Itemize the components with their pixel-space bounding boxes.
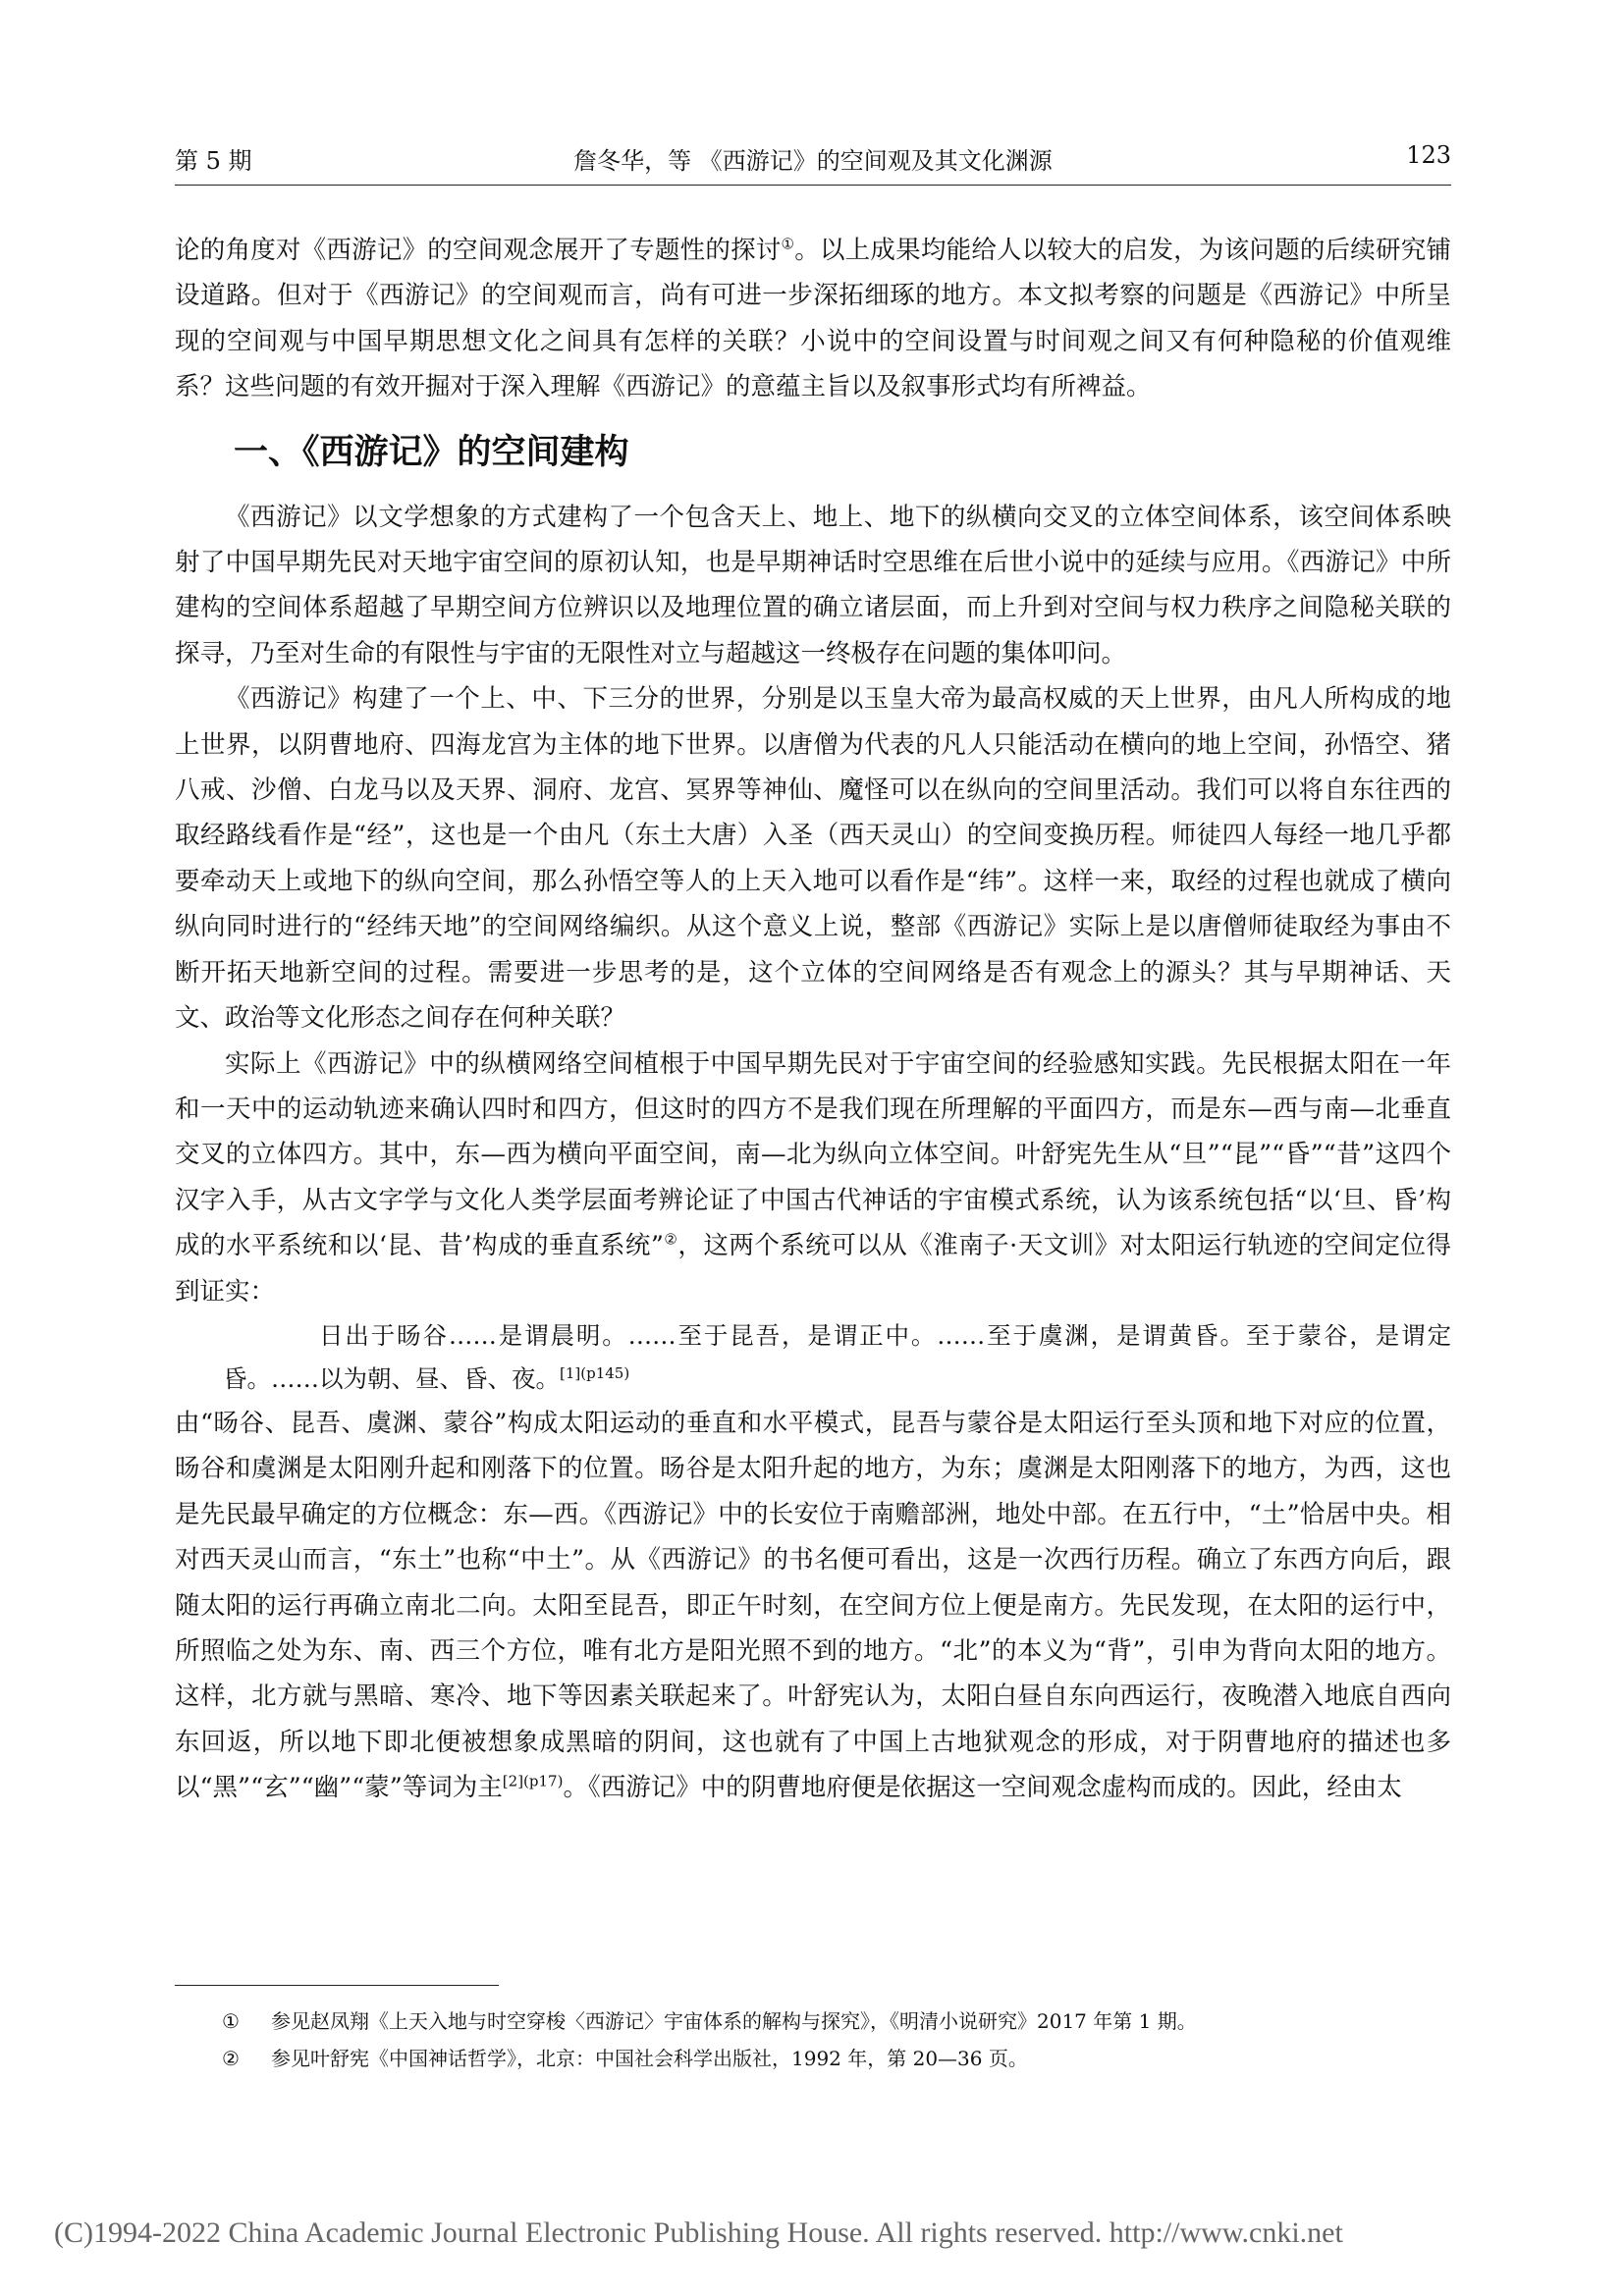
- intro-paragraph: 论的角度对《西游记》的空间观念展开了专题性的探讨①。以上成果均能给人以较大的启发，为该问题的后续研究铺设道路。但对于《西游记》的空间观而言，尚有可进一步深拓细琢的地方。本文拟考察的问题是《西游记》中所呈现的空间观与中国早期思想文化之间具有怎样的关联？小说中的空间设置与时间观之间又有何种隐秘的价值观维系？这些问题的有效开掘对于深入理解《西游记》的意蕴主旨以及叙事形式均有所裨益。: [175, 235, 1451, 402]
- article-body: [175, 228, 1451, 1811]
- page-number: 123: [1406, 141, 1451, 169]
- running-header: [175, 141, 1451, 181]
- section-heading: 一、《西游记》的空间建构: [234, 432, 629, 472]
- body-paragraph: 《西游记》以文学想象的方式建构了一个包含天上、地上、地下的纵横向交叉的立体空间体系，该空间体系映射了中国早期先民对天地宇宙空间的原初认知，也是早期神话时空思维在后世小说中的延续与应用。《西游记》中所建构的空间体系超越了早期空间方位辨识以及地理位置的确立诸层面，而上升到对空间与权力秩序之间隐秘关联的探寻，乃至对生命的有限性与宇宙的无限性对立与超越这一终极存在问题的集体叩问。: [175, 502, 1451, 668]
- block-quote: 日出于旸谷……是谓晨明。……至于昆吾，是谓正中。……至于虞渊，是谓黄昏。至于蒙谷，是谓定昏。……以为朝、昼、昏、夜。$^{[1](p145)}$: [223, 1320, 1451, 1393]
- body-paragraph: 实际上《西游记》中的纵横网络空间植根于中国早期先民对于宇宙空间的经验感知实践。先民根据太阳在一年和一天中的运动轨迹来确认四时和四方，但这时的四方不是我们现在所理解的平面四方，而是东—西与南—北垂直交叉的立体四方。其中，东—西为横向平面空间，南—北为纵向立体空间。叶舒宪先生从“旦”“昆”“昏”“昔”这四个汉字入手，从古文字学与文化人类学层面考辨论证了中国古代神话的宇宙模式系统，认为该系统包括“以‘旦、昏’构成的水平系统和以‘昆、昔’构成的垂直系统”②，这两个系统可以从《淮南子·天文训》对太阳运行轨迹的空间定位得到证实：: [175, 1048, 1451, 1307]
- body-paragraph: 《西游记》构建了一个上、中、下三分的世界，分别是以玉皇大帝为最高权威的天上世界，由凡人所构成的地上世界，以阴曹地府、四海龙宫为主体的地下世界。以唐僧为代表的凡人只能活动在横向的地上空间，孙悟空、猪八戒、沙僧、白龙马以及天界、洞府、龙宫、冥界等神仙、魔怪可以在纵向的空间里活动。我们可以将自东往西的取经路线看作是“经”，这也是一个由凡（东土大唐）入圣（西天灵山）的空间变换历程。师徒四人每经一地几乎都要牵动天上或地下的纵向空间，那么孙悟空等人的上天入地可以看作是“纬”。这样一来，取经的过程也就成了横向纵向同时进行的“经纬天地”的空间网络编织。从这个意义上说，整部《西游记》实际上是以唐僧师徒取经为事由不断开拓天地新空间的过程。需要进一步思考的是，这个立体的空间网络是否有观念上的源头？其与早期神话、天文、政治等文化形态之间存在何种关联？: [175, 684, 1451, 1034]
- footnote-item: ② 参见叶舒宪《中国神话哲学》，北京：中国社会科学出版社，1992 年，第 20—36 页。: [222, 2047, 1028, 2070]
- footnote-ref[interactable]: ①: [781, 235, 795, 253]
- running-title: 詹冬华，等 《西游记》的空间观及其文化渊源: [573, 147, 1053, 175]
- footnote-ref[interactable]: ②: [663, 1230, 678, 1249]
- issue-label: 第 5 期: [175, 147, 252, 175]
- footnote-item: ① 参见赵凤翔《上天入地与时空穿梭〈西游记〉宇宙体系的解构与探究》，《明清小说研究》2017 年第 1 期。: [222, 2009, 1197, 2033]
- copyright-line: (C)1994-2022 China Academic Journal Electronic Publishing House. All rights reserved. http://www.cnki.net: [54, 2216, 1343, 2249]
- citation-ref[interactable]: [1](p145): [560, 1363, 630, 1382]
- footnote-rule: [175, 1985, 499, 1986]
- citation-ref[interactable]: [2](p17): [502, 1772, 564, 1790]
- header-rule: [175, 185, 1451, 186]
- footnotes: [175, 2002, 1451, 2077]
- body-paragraph: 由“旸谷、昆吾、虞渊、蒙谷”构成太阳运动的垂直和水平模式，昆吾与蒙谷是太阳运行至头顶和地下对应的位置，旸谷和虞渊是太阳刚升起和刚落下的位置。旸谷是太阳升起的地方，为东；虞渊是太阳刚落下的地方，为西，这也是先民最早确定的方位概念：东—西。《西游记》中的长安位于南赡部洲，地处中部。在五行中，“土”恰居中央。相对西天灵山而言，“东土”也称“中土”。从《西游记》的书名便可看出，这是一次西行历程。确立了东西方向后，跟随太阳的运行再确立南北二向。太阳至昆吾，即正午时刻，在空间方位上便是南方。先民发现，在太阳的运行中，所照临之处为东、南、西三个方位，唯有北方是阳光照不到的地方。“北”的本义为“背”，引申为背向太阳的地方。这样，北方就与黑暗、寒冷、地下等因素关联起来了。叶舒宪认为，太阳白昼自东向西运行，夜晚潜入地底自西向东回返，所以地下即北便被想象成黑暗的阴间，这也就有了中国上古地狱观念的形成，对于阴曹地府的描述也多以“黑”“玄”“幽”“蒙”等词为主$^{[2](p17)}$。《西游记》中的阴曹地府便是依据这一空间观念虚构而成的。因此，经由太: [175, 1408, 1451, 1803]
